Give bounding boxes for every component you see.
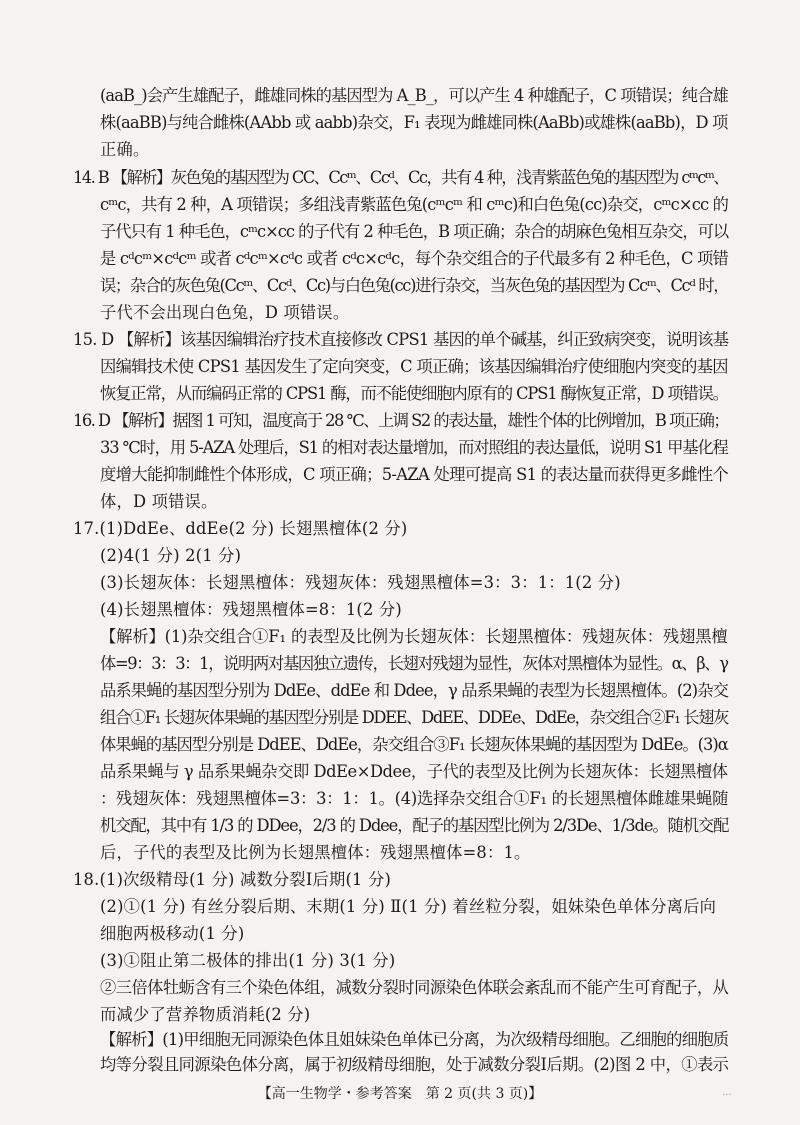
text-line: 因编辑技术使 CPS1 基因发生了定向突变，C 项正确；该基因编辑治疗使细胞内突变的基因 xyxy=(100,357,728,376)
text-line: (4)长翅黑檀体：残翅黑檀体=8：1(2 分) xyxy=(100,600,402,619)
answer-15-line: 15. D 【解析】该基因编辑治疗技术直接修改 CPS1 基因的单个碱基，纠正致病突变，说明该基 xyxy=(73,330,729,349)
text-line: ：残翅灰体：残翅黑檀体=3：3：1：1。(4)选择杂交组合①F₁ 的长翅黑檀体雌雄果蝇随 xyxy=(100,789,729,808)
analysis-line: 【解析】(1)杂交组合①F₁ 的表型及比例为长翅灰体：长翅黑檀体：残翅灰体：残翅黑檀 xyxy=(100,627,728,646)
text-line: 机交配，其中有 1/3 的 DDee，2/3 的 Ddee，配子的基因型比例为 2/3De、1/3de。随机交配 xyxy=(100,816,729,835)
page-footer: 【高一生物学・参考答案 第 2 页(共 3 页)】 xyxy=(257,1086,543,1102)
text-line: 后，子代的表型及比例为长翅黑檀体：残翅黑檀体=8：1。 xyxy=(100,843,531,862)
answer-18-line: 18.(1)次级精母(1 分) 减数分裂Ⅰ后期(1 分) xyxy=(73,870,392,889)
analysis-line: 【解析】(1)甲细胞无同源染色体且姐妹染色单体已分离，为次级精母细胞。乙细胞的细胞质 xyxy=(100,1030,729,1049)
text-line: 33 ℃时，用 5-AZA 处理后，S1 的相对表达量增加，而对照组的表达量低，说明 S1 甲基化程 xyxy=(100,438,728,457)
text-line: 而减少了营养物质消耗(2 分) xyxy=(100,1005,311,1024)
text-line: 组合①F₁ 长翅灰体果蝇的基因型分别是 DDEE、DdEE、DDEe、DdEe，杂交组合②F₁ 长翅灰 xyxy=(100,708,728,727)
text-line: 子代只有 1 种毛色，cᵐc×cc 的子代有 2 种毛色，B 项正确；杂合的胡麻色兔相互杂交，可以 xyxy=(100,222,729,241)
text-line: 度增大能抑制雌性个体形成，C 项正确；5-AZA 处理可提高 S1 的表达量而获得更多雌性个 xyxy=(100,465,729,484)
text-line: (2)①(1 分) 有丝分裂后期、末期(1 分) Ⅱ(1 分) 着丝粒分裂，姐妹染色单体分离后向 xyxy=(100,897,717,916)
text-line: (3)①阻止第二极体的排出(1 分) 3(1 分) xyxy=(100,951,396,970)
text-line: 均等分裂且同源染色体分离，属于初级精母细胞，处于减数分裂Ⅰ后期。(2)图 2 中，①表示 xyxy=(100,1055,729,1074)
text-line: ②三倍体牡蛎含有三个染色体组，减数分裂时同源染色体联会紊乱而不能产生可育配子，从 xyxy=(100,978,729,997)
text-line: 体，D 项错误。 xyxy=(100,492,218,511)
text-line: 误；杂合的灰色兔(Ccᵐ、Ccᵈ、Cc)与白色兔(cc)进行杂交，当灰色兔的基因型为 Ccᵐ、Ccᵈ 时， xyxy=(100,276,729,295)
corner-mark: ... xyxy=(722,1087,732,1098)
text-line: 子代不会出现白色兔，D 项错误。 xyxy=(100,303,350,322)
text-line: 正确。 xyxy=(100,140,150,159)
text-line: 品系果蝇的基因型分别为 DdEe、ddEe 和 Ddee，γ 品系果蝇的表型为长翅黑檀体。(2)杂交 xyxy=(100,681,729,700)
text-line: 是 cᵈcᵐ×cᵈcᵐ 或者 cᵈcᵐ×cᵈc 或者 cᵈc×cᵈc，每个杂交组合的子代最多有 2 种毛色，C 项错 xyxy=(100,249,728,268)
text-line: 体=9：3：3：1，说明两对基因独立遗传，长翅对残翅为显性，灰体对黑檀体为显性。α、β、γ xyxy=(100,654,728,673)
text-line: 体果蝇的基因型分别是 DdEE、DdEe，杂交组合③F₁ 长翅灰体果蝇的基因型为 DdEe。(3)α xyxy=(100,735,728,754)
text-line: (2)4(1 分) 2(1 分) xyxy=(100,546,242,565)
text-line: 恢复正常，从而编码正常的 CPS1 酶，而不能使细胞内原有的 CPS1 酶恢复正常，D 项错误。 xyxy=(100,384,728,403)
answer-17-line: 17.(1)DdEe、ddEe(2 分) 长翅黑檀体(2 分) xyxy=(73,519,408,538)
text-line: (3)长翅灰体：长翅黑檀体：残翅灰体：残翅黑檀体=3：3：1：1(2 分) xyxy=(100,573,621,592)
text-line: 株(aaBB)与纯合雌株(AAbb 或 aabb)杂交，F₁ 表现为雌雄同株(AaBb)或雄株(aaBb)，D 项 xyxy=(100,113,728,132)
text-line: 细胞两极移动(1 分) xyxy=(100,924,245,943)
text-line: 品系果蝇与 γ 品系果蝇杂交即 DdEe×Ddee，子代的表型及比例为长翅灰体：长翅黑檀体 xyxy=(100,762,728,781)
text-line: cᵐc，共有 2 种，A 项错误；多组浅青紫蓝色兔(cᵐcᵐ 和 cᵐc)和白色兔(cc)杂交，cᵐc×cc 的 xyxy=(100,195,729,214)
text-line: (aaB_)会产生雄配子，雌雄同株的基因型为 A_B_，可以产生 4 种雄配子，C 项错误；纯合雄 xyxy=(100,86,728,105)
answer-14-line: 14. B 【解析】灰色兔的基因型为 CC、Ccᵐ、Ccᵈ、Cc，共有 4 种，浅青紫蓝色兔的基因型为 cᵐcᵐ、 xyxy=(73,168,729,187)
answer-16-line: 16. D 【解析】据图 1 可知，温度高于 28 ℃、上调 S2 的表达量，雄性个体的比例增加，B 项正确； xyxy=(73,411,729,430)
